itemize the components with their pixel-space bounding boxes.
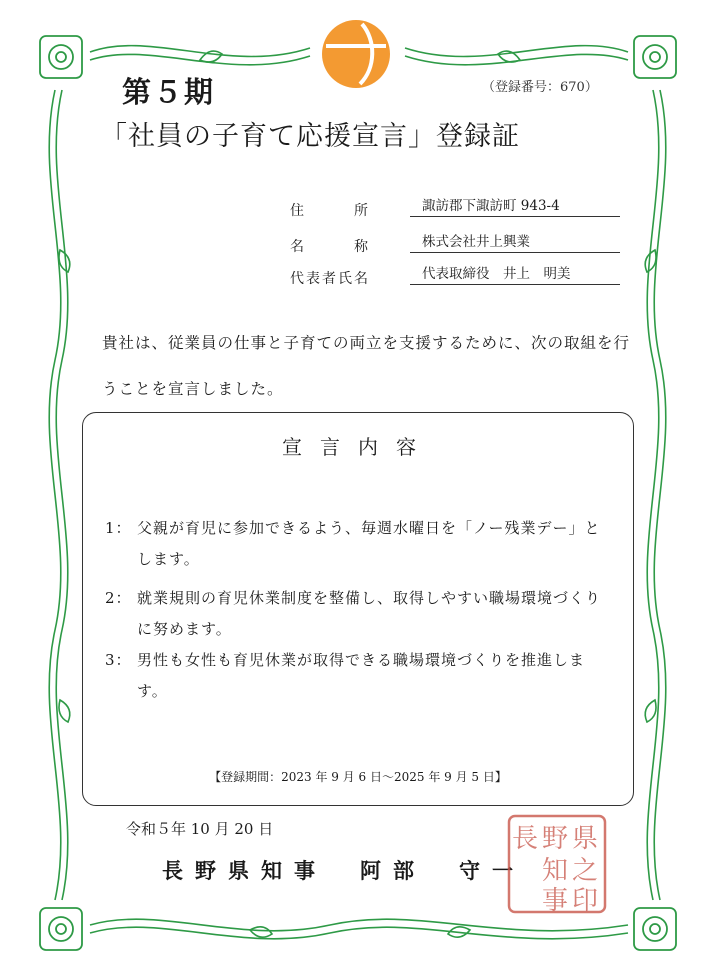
declaration-heading: 宣言内容 <box>282 435 434 459</box>
svg-text:野: 野 <box>542 824 569 854</box>
declaration-item <box>105 583 615 645</box>
registration-period: 【登録期間：2023 年 9 月 6 日～2025 年 9 月 5 日】 <box>209 770 507 784</box>
address-value: 諏訪郡下諏訪町 943-4 <box>410 196 620 217</box>
svg-text:事: 事 <box>542 886 569 915</box>
item-text: 男性も女性も育児休業が取得できる職場環境づくりを推進します。 <box>137 651 586 700</box>
name-label: 名 称 <box>290 239 370 255</box>
svg-text:之: 之 <box>572 856 599 886</box>
term-label: 第５期 <box>122 75 216 109</box>
address-label: 住 所 <box>290 203 370 219</box>
representative-value: 代表取締役 井上 明美 <box>410 264 620 285</box>
name-value: 株式会社井上興業 <box>410 232 620 253</box>
declaration-item <box>105 513 615 575</box>
registration-number: （登録番号：670） <box>482 80 598 95</box>
intro-text: 貴社は、従業員の仕事と子育ての両立を支援するために、次の取組を行うことを宣言しました。 <box>102 334 631 398</box>
item-text: 就業規則の育児休業制度を整備し、取得しやすい職場環境づくりに努めます。 <box>137 589 602 638</box>
svg-text:印: 印 <box>572 886 599 915</box>
governor-name: 長野県知事 阿部 守一 <box>162 858 525 883</box>
item-number: 2： <box>105 589 132 607</box>
svg-text:知: 知 <box>542 856 569 886</box>
issue-date: 令和５年 10 月 20 日 <box>126 820 274 838</box>
item-number: 1： <box>105 519 132 537</box>
official-seal-icon <box>506 813 608 915</box>
svg-text:長: 長 <box>512 824 539 854</box>
declaration-item <box>105 645 615 707</box>
item-number: 3： <box>105 651 132 669</box>
declaration-box <box>82 412 634 806</box>
certificate-title: 「社員の子育て応援宣言」登録証 <box>100 121 520 152</box>
svg-text:県: 県 <box>572 824 599 854</box>
item-text: 父親が育児に参加できるよう、毎週水曜日を「ノー残業デー」とします。 <box>137 519 601 568</box>
representative-label: 代表者氏名 <box>290 271 370 287</box>
prefecture-logo-icon <box>322 20 390 88</box>
